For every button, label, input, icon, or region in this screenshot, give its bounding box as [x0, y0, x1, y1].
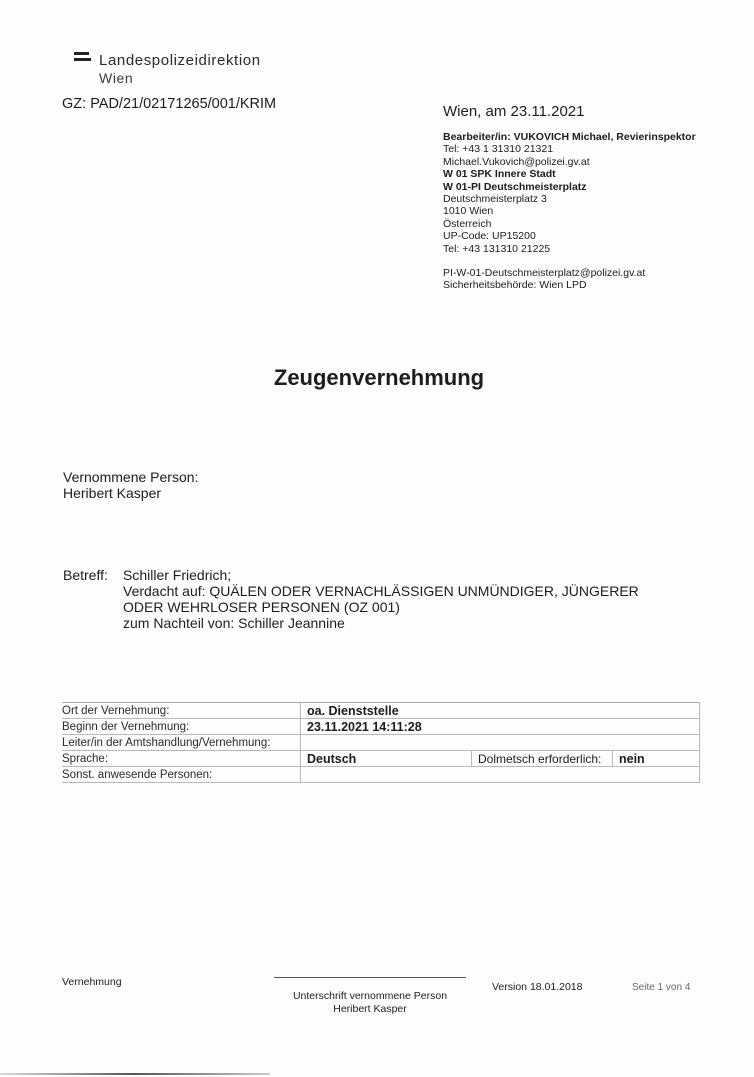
station-email: PI-W-01-Deutschmeisterplatz@polizei.gv.at: [443, 267, 646, 280]
interpreter-label: Dolmetsch erforderlich:: [472, 751, 613, 767]
row-value: Deutsch: [301, 751, 472, 767]
interrogation-info-table: [62, 702, 700, 783]
officer-email: Michael.Vukovich@polizei.gv.at: [443, 155, 590, 168]
reference-number: GZ: PAD/21/02171265/001/KRIM: [62, 96, 277, 112]
station-tel: Tel: +43 131310 21225: [443, 242, 551, 255]
org-city: Wien: [99, 70, 134, 86]
officer: Bearbeiter/in: VUKOVICH Michael, Revierinspektor: [443, 131, 696, 143]
org-name: Landespolizeidirektion: [99, 52, 261, 69]
officer-tel: Tel: +43 1 31310 21321: [443, 143, 554, 156]
person-name: Heribert Kasper: [63, 485, 162, 501]
document-title: Zeugenvernehmung: [273, 365, 485, 390]
city: 1010 Wien: [443, 205, 494, 218]
interpreter-value: nein: [613, 751, 700, 767]
row-value: [301, 767, 700, 783]
signature-name: Heribert Kasper: [333, 1002, 407, 1015]
form-version: Version 18.01.2018: [492, 981, 583, 993]
row-label: Ort der Vernehmung:: [62, 703, 301, 719]
table-row: [62, 703, 700, 719]
row-label: Sprache:: [62, 751, 301, 767]
subject-line-1: Schiller Friedrich;: [123, 567, 232, 583]
row-label: Sonst. anwesende Personen:: [62, 767, 301, 783]
row-label: Leiter/in der Amtshandlung/Vernehmung:: [62, 735, 301, 751]
street: Deutschmeisterplatz 3: [443, 193, 547, 206]
row-value: [301, 735, 700, 751]
table-row: [62, 719, 700, 735]
table-row: [62, 735, 700, 751]
signature-line: [274, 977, 466, 978]
table-row: [62, 751, 700, 767]
unit-spk: W 01 SPK Innere Stadt: [443, 168, 556, 181]
signature-label: Unterschrift vernommene Person: [292, 990, 448, 1002]
unit-pi: W 01-PI Deutschmeisterplatz: [443, 180, 587, 193]
page-number: Seite 1 von 4: [632, 982, 691, 993]
up-code: UP-Code: UP15200: [443, 230, 536, 243]
place-date: Wien, am 23.11.2021: [443, 103, 585, 120]
table-row: [62, 767, 700, 783]
subject-line-3: ODER WEHRLOSER PERSONEN (OZ 001): [123, 599, 400, 615]
contact-block: [443, 131, 696, 292]
country: Österreich: [443, 217, 492, 230]
subject-label: Betreff:: [63, 567, 108, 583]
scan-edge-divider: [0, 1073, 270, 1075]
questioned-person: [63, 469, 198, 501]
subject-line-2: Verdacht auf: QUÄLEN ODER VERNACHLÄSSIGEN UNMÜNDIGER, JÜNGERER: [123, 583, 639, 599]
row-value: 23.11.2021 14:11:28: [301, 719, 700, 735]
police-logo-icon: [74, 52, 91, 61]
row-value: oa. Dienststelle: [301, 703, 700, 719]
signature-block: [274, 990, 466, 1015]
row-label: Beginn der Vernehmung:: [62, 719, 301, 735]
footer-doc-type: Vernehmung: [62, 976, 122, 988]
authority: Sicherheitsbehörde: Wien LPD: [443, 279, 587, 292]
person-label: Vernommene Person:: [63, 469, 199, 485]
subject-line-4: zum Nachteil von: Schiller Jeannine: [123, 615, 345, 631]
subject-block: [123, 567, 639, 631]
